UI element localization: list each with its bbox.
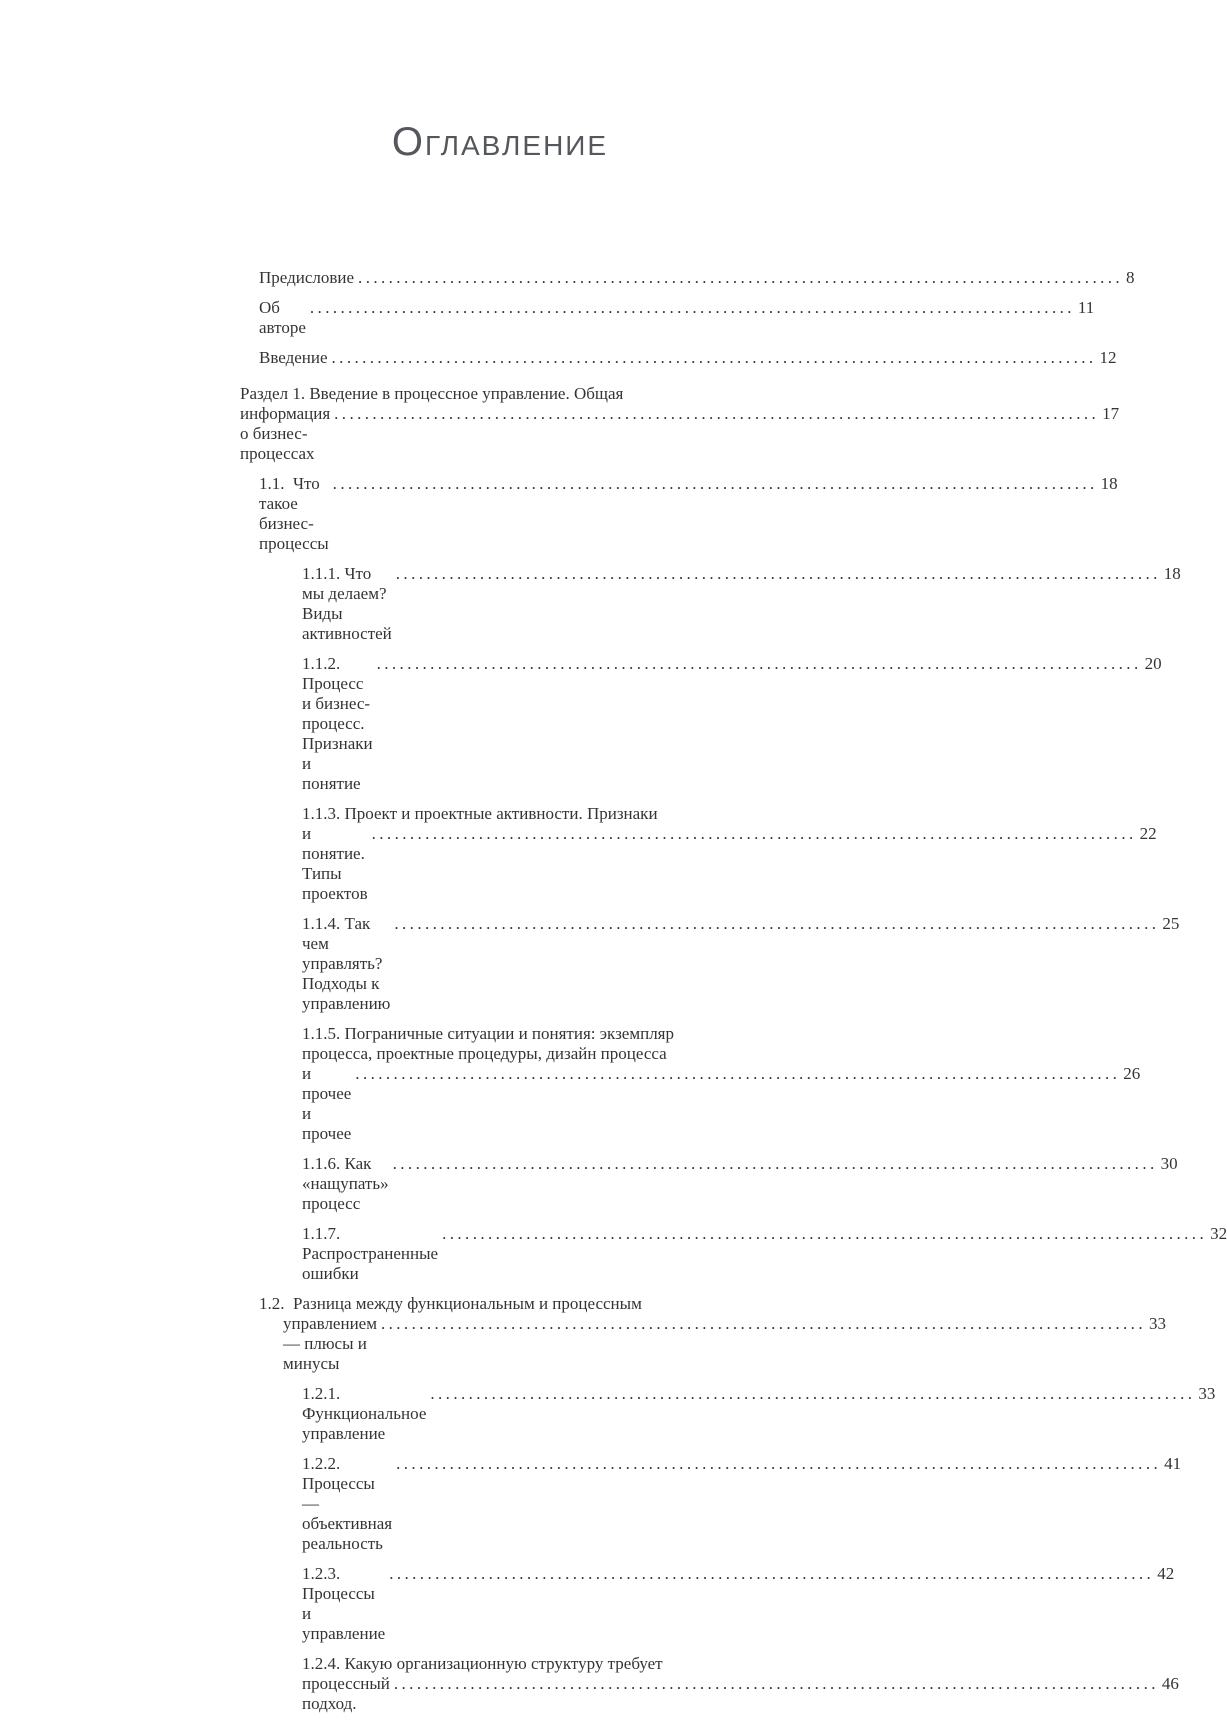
toc-line bbox=[240, 1024, 752, 1044]
toc-line bbox=[240, 474, 1118, 554]
dot-leader bbox=[442, 1224, 1207, 1244]
page-number: 32 bbox=[1210, 1224, 1227, 1243]
dot-leader bbox=[430, 1384, 1195, 1404]
toc-line bbox=[240, 1384, 1216, 1444]
toc-list bbox=[240, 268, 1227, 1724]
toc-line bbox=[240, 654, 1162, 794]
page-number: 8 bbox=[1126, 268, 1135, 287]
page-number: 30 bbox=[1160, 1154, 1178, 1173]
toc-entry-label: 1.2.3. Процессы и управление bbox=[302, 1564, 386, 1643]
dot-leader bbox=[396, 564, 1161, 584]
toc-entry-label: 1.1.7. Распространенные ошибки bbox=[302, 1224, 443, 1283]
dot-leader bbox=[389, 1564, 1154, 1584]
toc-entry-label: 1.1.1. Что мы делаем? Виды активностей bbox=[302, 564, 392, 643]
dot-leader bbox=[332, 348, 1097, 368]
dot-leader bbox=[334, 404, 1099, 424]
toc-entry bbox=[240, 654, 1162, 794]
toc-line bbox=[240, 1224, 1227, 1284]
toc-entry-label: 1.1.3. Проект и проектные активности. Признаки bbox=[302, 804, 658, 823]
toc-entry bbox=[240, 1154, 1178, 1214]
dot-leader bbox=[381, 1314, 1146, 1334]
dot-leader bbox=[333, 474, 1098, 494]
page-number: 18 bbox=[1163, 564, 1181, 583]
toc-entry bbox=[240, 384, 1120, 464]
dot-leader bbox=[358, 268, 1123, 288]
page-number: 22 bbox=[1139, 824, 1157, 843]
toc-line bbox=[240, 348, 1117, 368]
toc-entry-label: и понятие. Типы проектов bbox=[302, 824, 370, 903]
page-number: 41 bbox=[1164, 1454, 1182, 1473]
toc-entry bbox=[240, 1384, 1216, 1444]
page-title: Оглавление bbox=[391, 120, 609, 164]
toc-line bbox=[240, 804, 752, 824]
toc-line bbox=[240, 1294, 752, 1314]
toc-line bbox=[240, 1564, 1175, 1644]
toc-entry-label: Введение bbox=[259, 348, 328, 367]
toc-entry-label: 1.1.6. Как «нащупать» процесс bbox=[302, 1154, 393, 1213]
toc-entry-label: 1.1.5. Пограничные ситуации и понятия: экземпляр bbox=[302, 1024, 674, 1043]
toc-entry bbox=[240, 268, 1135, 288]
toc-entry-label: управлением — плюсы и минусы bbox=[283, 1314, 382, 1373]
page-number: 20 bbox=[1144, 654, 1162, 673]
toc-line bbox=[240, 1154, 1178, 1214]
toc-line bbox=[240, 1654, 752, 1674]
toc-entry-label: 1.2.1. Функциональное управление bbox=[302, 1384, 431, 1443]
toc-entry-label: 1.2. Разница между функциональным и процессным bbox=[259, 1294, 642, 1313]
toc-entry bbox=[240, 474, 1118, 554]
dot-leader bbox=[377, 654, 1142, 674]
toc-line bbox=[240, 384, 752, 404]
page-number: 12 bbox=[1099, 348, 1117, 367]
toc-entry-label: и прочее и прочее bbox=[302, 1064, 356, 1143]
page-number: 17 bbox=[1102, 404, 1120, 423]
toc-entry-label: Об авторе bbox=[259, 298, 306, 337]
toc-entry bbox=[240, 348, 1117, 368]
toc-entry bbox=[240, 1024, 1141, 1144]
toc-line bbox=[240, 1454, 1182, 1554]
toc-entry bbox=[240, 564, 1181, 644]
dot-leader bbox=[372, 824, 1137, 844]
toc-entry bbox=[240, 1294, 1166, 1374]
toc-entry-label: 1.2.4. Какую организационную структуру требует bbox=[302, 1654, 663, 1673]
page-number: 33 bbox=[1148, 1314, 1166, 1333]
toc-line bbox=[240, 404, 1120, 464]
toc-entry-label: 1.2.2. Процессы — объективная реальность bbox=[302, 1454, 397, 1553]
toc-entry bbox=[240, 1564, 1175, 1644]
toc-entry-label: 1.1.2. Процесс и бизнес-процесс. Признаки и понятие bbox=[302, 654, 377, 793]
toc-line bbox=[240, 298, 1095, 338]
toc-entry-label: Раздел 1. Введение в процессное управление. Общая bbox=[240, 384, 624, 403]
page-number: 25 bbox=[1162, 914, 1180, 933]
dot-leader bbox=[355, 1064, 1120, 1084]
toc-entry bbox=[240, 1224, 1227, 1284]
toc-entry bbox=[240, 298, 1095, 338]
dot-leader bbox=[394, 1674, 1159, 1694]
toc-line bbox=[240, 564, 1181, 644]
dot-leader bbox=[393, 1154, 1158, 1174]
toc-line bbox=[240, 268, 1135, 288]
toc-entry-label: Предисловие bbox=[259, 268, 355, 287]
toc-entry bbox=[240, 1454, 1182, 1554]
toc-entry bbox=[240, 1654, 1179, 1714]
toc-entry-label: 1.1.4. Так чем управлять? Подходы к управлению bbox=[302, 914, 391, 1013]
dot-leader bbox=[394, 914, 1159, 934]
page-number: 46 bbox=[1161, 1674, 1179, 1693]
page-number: 42 bbox=[1157, 1564, 1175, 1583]
page-number: 11 bbox=[1077, 298, 1095, 317]
toc-entry-label: 1.1. Что такое бизнес-процессы bbox=[259, 474, 329, 553]
dot-leader bbox=[310, 298, 1075, 318]
toc-entry-label: процесса, проектные процедуры, дизайн процесса bbox=[302, 1044, 667, 1063]
toc-entry-label: процессный подход. bbox=[302, 1674, 395, 1713]
toc-entry-label: информация о бизнес-процессах bbox=[240, 404, 335, 463]
toc-line bbox=[240, 914, 1180, 1014]
page-number: 26 bbox=[1123, 1064, 1141, 1083]
toc-line bbox=[240, 1314, 1166, 1374]
toc-line bbox=[240, 824, 1157, 904]
toc-line bbox=[240, 1674, 1179, 1714]
page-number: 33 bbox=[1198, 1384, 1216, 1403]
toc-entry bbox=[240, 804, 1157, 904]
page-number: 18 bbox=[1100, 474, 1118, 493]
toc-line bbox=[240, 1044, 752, 1064]
dot-leader bbox=[396, 1454, 1161, 1474]
toc-line bbox=[240, 1064, 1141, 1144]
toc-entry bbox=[240, 914, 1180, 1014]
